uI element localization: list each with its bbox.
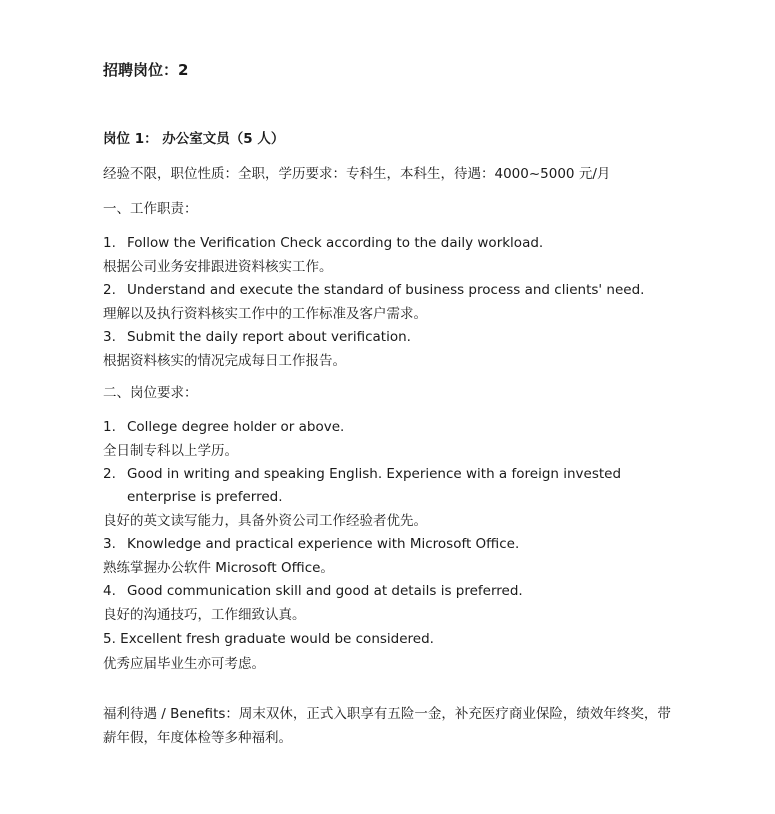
duty-number: 3. (103, 329, 116, 345)
requirement-text-zh: 熟练掌握办公软件 Microsoft Office。 (103, 560, 334, 576)
requirement-number: 4. (103, 583, 116, 599)
requirement-text-zh: 全日制专科以上学历。 (103, 443, 238, 459)
duty-text-zh: 根据资料核实的情况完成每日工作报告。 (103, 353, 346, 369)
requirement-text-en: Good in writing and speaking English. Experience with a foreign invested enterprise is preferred. (127, 466, 622, 505)
duty-item-en (103, 232, 683, 255)
requirement-number: 3. (103, 536, 116, 552)
requirement-text-zh: 优秀应届毕业生亦可考虑。 (103, 656, 265, 672)
position-heading: 岗位 1： 办公室文员（5 人） (103, 131, 285, 147)
requirement-text-zh: 良好的英文读写能力，具备外资公司工作经验者优先。 (103, 513, 427, 529)
duty-item-en (103, 279, 683, 302)
requirement-text-zh: 良好的沟通技巧，工作细致认真。 (103, 607, 306, 623)
requirement-item-en (103, 533, 683, 556)
duty-number: 2. (103, 282, 116, 298)
position-summary: 经验不限，职位性质：全职，学历要求：专科生，本科生，待遇：4000~5000 元/月 (103, 166, 611, 182)
benefits-text: 福利待遇 / Benefits：周末双休，正式入职享有五险一金，补充医疗商业保险，绩效年终奖，带薪年假，年度体检等多种福利。 (103, 706, 671, 746)
duty-text-en: Submit the daily report about verification. (127, 329, 411, 345)
requirement-item-en (103, 416, 683, 439)
duties-heading: 一、工作职责： (103, 201, 198, 217)
duty-text-zh: 理解以及执行资料核实工作中的工作标准及客户需求。 (103, 306, 427, 322)
duty-text-en: Follow the Verification Check according to the daily workload. (127, 235, 544, 251)
requirement-text-en: 5. Excellent fresh graduate would be considered. (103, 631, 434, 647)
requirement-item-en (103, 463, 683, 509)
requirement-item-en (103, 580, 683, 603)
duty-text-en: Understand and execute the standard of business process and clients' need. (127, 282, 645, 298)
requirement-text-en: College degree holder or above. (127, 419, 345, 435)
duty-number: 1. (103, 235, 116, 251)
duty-item-en (103, 326, 683, 349)
requirement-text-en: Knowledge and practical experience with Microsoft Office. (127, 536, 520, 552)
duty-text-zh: 根据公司业务安排跟进资料核实工作。 (103, 259, 333, 275)
requirement-text-en: Good communication skill and good at details is preferred. (127, 583, 523, 599)
requirement-number: 1. (103, 419, 116, 435)
page-title: 招聘岗位：2 (103, 61, 189, 79)
requirement-number: 2. (103, 466, 116, 482)
requirements-heading: 二、岗位要求： (103, 385, 198, 401)
